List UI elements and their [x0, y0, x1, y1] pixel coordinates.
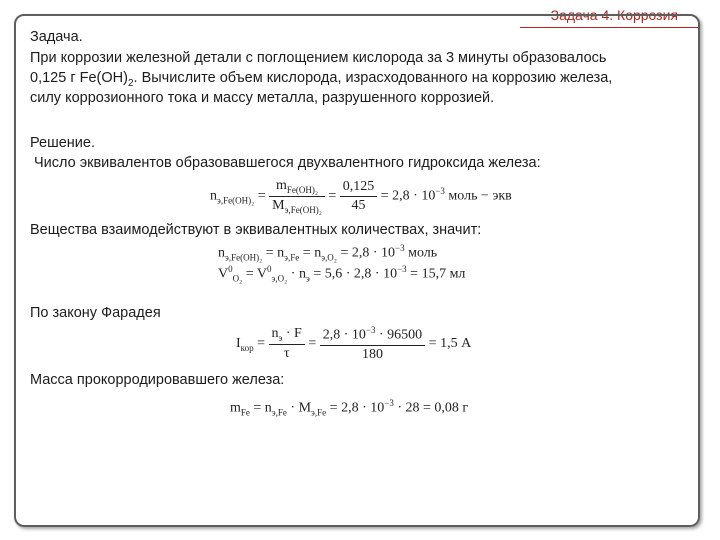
formula-faraday-current: $I_{кор}$ = $\frac{n_э \cdot F}{\tau}$ = $\frac{2,8 \cdot 10^{-3} \cdot 96500}{180}$ = 1,5 А — [236, 325, 472, 362]
formula-equivalent-amounts: $n_{э,Fe(OH)_2} = n_{э,Fe} = n_{э,O_2} = 2,8 \cdot 10^{-3}$ моль — [218, 243, 438, 263]
formula-corroded-mass: $m_{Fe} = n_{э,Fe} \cdot M_{э,Fe} = 2,8 \cdot 10^{-3} \cdot 28 = 0,08$ г — [230, 398, 469, 418]
step2-text: Вещества взаимодействуют в эквивалентных количествах, значит: — [30, 222, 482, 238]
problem-line-1: При коррозии железной детали с поглощением кислорода за 3 минуты образовалось — [30, 50, 607, 66]
step3-text: По закону Фарадея — [30, 305, 161, 321]
slide-title: Задача 4. Коррозия — [550, 7, 678, 23]
step4-text: Масса прокорродировавшего железа: — [30, 372, 285, 388]
step1-text: Число эквивалентов образовавшегося двухвалентного гидроксида железа: — [34, 155, 541, 171]
formula-equivalents-hydroxide: $n_{э,Fe(OH)_2}$ = $\frac{m_{Fe(OH)_2}}{M_{э,Fe(OH)_2}}$ = $\frac{0,125}{45}$ = $2,8 \cdot 10^{-3}$ моль − экв — [210, 178, 512, 215]
problem-line-2: 0,125 г $Fe(OH)_2$. Вычислите объем кислорода, израсходованного на коррозию железа, — [30, 70, 613, 89]
problem-heading: Задача. — [30, 29, 83, 45]
solution-heading: Решение. — [30, 135, 95, 151]
problem-line-3: силу коррозионного тока и массу металла, разрушенного коррозией. — [30, 90, 495, 106]
formula-oxygen-volume: $V^0_{O_2} = V^0_{э,O_2} \cdot n_э = 5,6 \cdot 2,8 \cdot 10^{-3} = 15,7$ мл — [218, 264, 466, 284]
